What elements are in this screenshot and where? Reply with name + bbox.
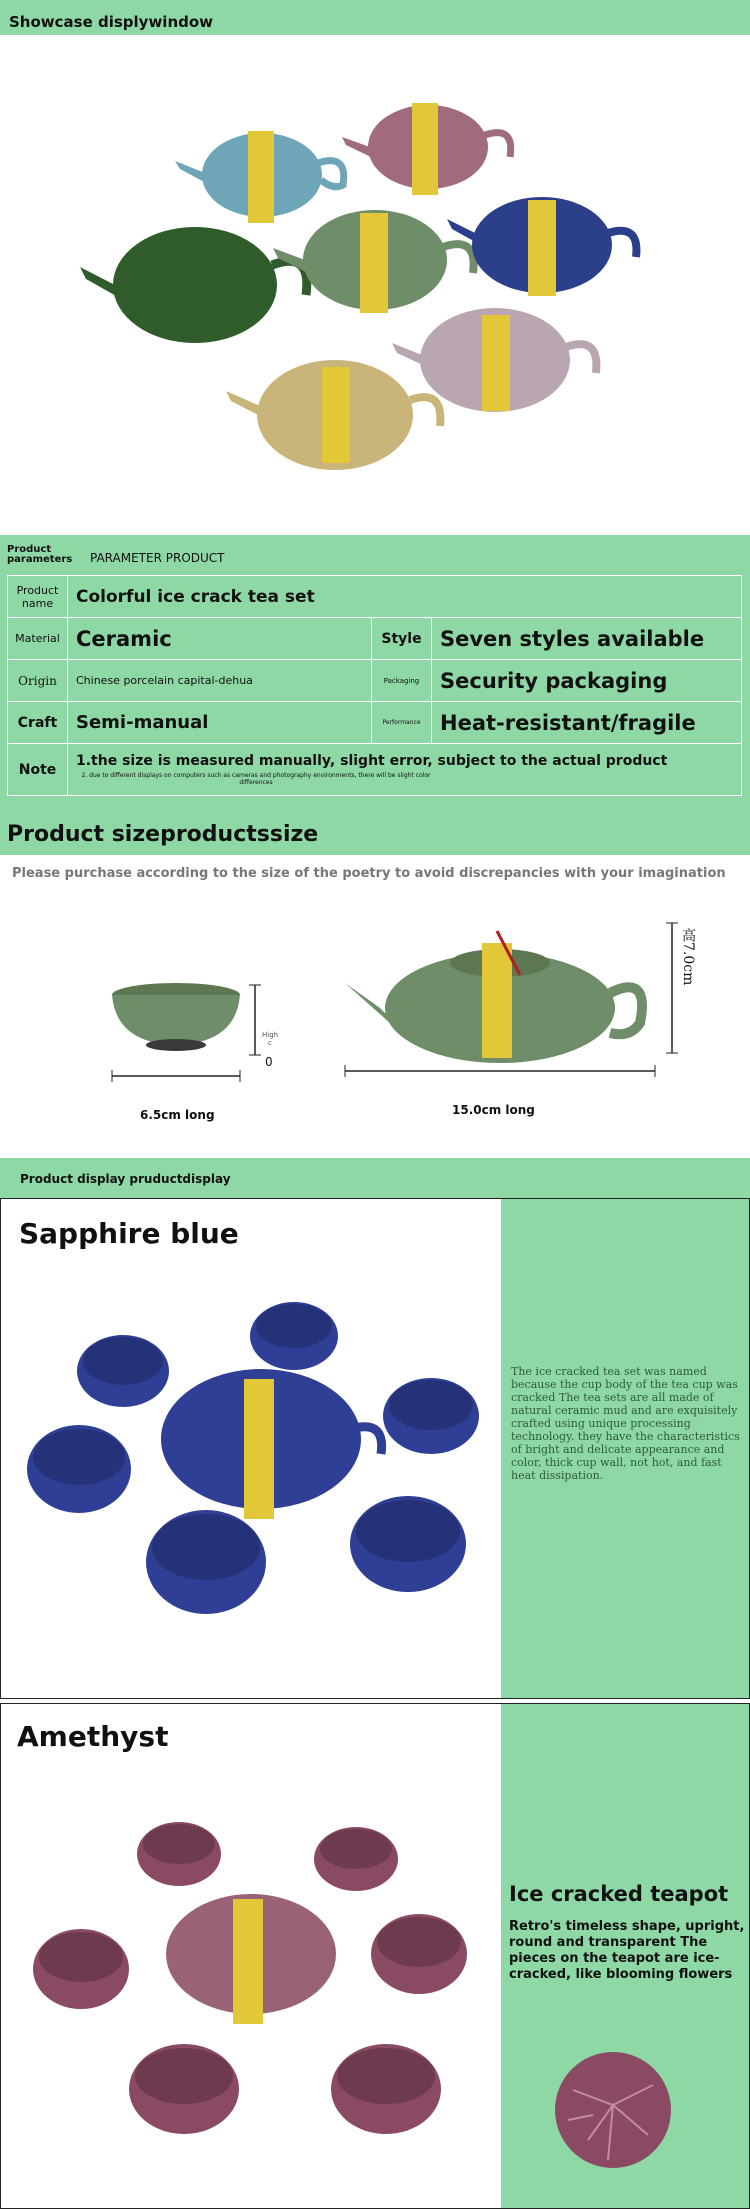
size-section	[0, 813, 750, 1158]
amethyst-name: Amethyst	[17, 1720, 169, 1753]
origin-label: Origin	[8, 660, 68, 702]
teapot-beige	[226, 360, 440, 470]
material-label: Material	[8, 618, 68, 660]
performance-label: Performance	[372, 702, 432, 744]
cup-height-line	[249, 985, 261, 1055]
note-small: 2. due to different displays on computers such as cameras and photography environments, there will be slight color differences	[81, 772, 431, 786]
amethyst-feature-title: Ice cracked teapot	[509, 1882, 729, 1906]
origin-value: Chinese porcelain capital-dehua	[68, 660, 372, 702]
packaging-label: Packaging	[372, 660, 432, 702]
size-subtitle: Please purchase according to the size of the poetry to avoid discrepancies with your imagination	[12, 866, 726, 881]
amethyst-feature-text: Retro's timeless shape, upright, round and transparent The pieces on the teapot are ice-cracked, like blooming flowers	[509, 1919, 745, 1982]
performance-value: Heat-resistant/fragile	[432, 702, 742, 744]
parameters-section	[0, 535, 750, 813]
packaging-value: Security packaging	[432, 660, 742, 702]
name-label: Product name	[8, 576, 68, 618]
table-row	[8, 660, 742, 702]
material-value: Ceramic	[68, 618, 372, 660]
display-header	[0, 1158, 750, 1198]
teapot-light-blue	[175, 131, 344, 223]
pot-height-label: 高7.0cm	[680, 928, 696, 986]
sapphire-name: Sapphire blue	[19, 1217, 239, 1250]
table-row	[8, 576, 742, 618]
cup-width-line	[112, 1070, 240, 1082]
cup-height-c: c	[268, 1039, 272, 1047]
amethyst-tea-set	[11, 1804, 491, 2184]
craft-value: Semi-manual	[68, 702, 372, 744]
craft-label: Craft	[8, 702, 68, 744]
showcase-title: Showcase displywindow	[9, 13, 214, 31]
teapot-dark-blue	[447, 197, 636, 296]
showcase-photo	[0, 35, 750, 535]
style-value: Seven styles available	[432, 618, 742, 660]
display-title: Product display pruductdisplay	[20, 1172, 231, 1186]
amethyst-panel	[0, 1703, 750, 2209]
cup-width-label: 6.5cm long	[140, 1108, 215, 1122]
sapphire-text-area	[501, 1199, 749, 1698]
pot-width-line	[345, 1065, 655, 1077]
sapphire-tea-set	[11, 1279, 491, 1639]
cup-height-value: 0	[265, 1055, 273, 1069]
table-row	[8, 702, 742, 744]
sapphire-panel	[0, 1198, 750, 1699]
note-value: 1.the size is measured manually, slight error, subject to the actual product	[76, 753, 668, 769]
amethyst-text-area	[501, 1704, 749, 2208]
name-value: Colorful ice crack tea set	[68, 576, 742, 618]
cup-height-label: High	[262, 1031, 279, 1039]
teapot-illustration	[345, 931, 642, 1063]
table-row	[8, 618, 742, 660]
size-diagram	[0, 893, 750, 1123]
note-cell	[68, 744, 742, 796]
crackle-closeup	[553, 2050, 673, 2170]
parameters-header-left: Product parameters	[7, 544, 73, 565]
size-title: Product sizeproductssize	[7, 822, 319, 847]
sapphire-description: The ice cracked tea set was named because the cup body of the tea cup was cracked The tea sets are all made of natural ceramic mud and are exquisitely crafted using unique processing technology. they have the characteristics of bright and delicate appearance and color, thick cup wall, not hot, and fast heat dissipation.	[511, 1365, 740, 1482]
cup-illustration	[112, 983, 240, 1051]
size-header	[0, 813, 750, 855]
teapot-dark-green	[80, 227, 307, 343]
parameters-table	[7, 575, 742, 796]
note-label: Note	[8, 744, 68, 796]
teapot-purple-top	[342, 103, 511, 195]
showcase-header	[0, 0, 750, 35]
teapot-celadon	[273, 210, 474, 313]
style-label: Style	[372, 618, 432, 660]
parameters-header-right: PARAMETER PRODUCT	[90, 551, 225, 565]
teapots-illustration	[0, 35, 750, 535]
pot-height-line	[666, 923, 678, 1053]
table-row	[8, 744, 742, 796]
pot-width-label: 15.0cm long	[452, 1103, 535, 1117]
